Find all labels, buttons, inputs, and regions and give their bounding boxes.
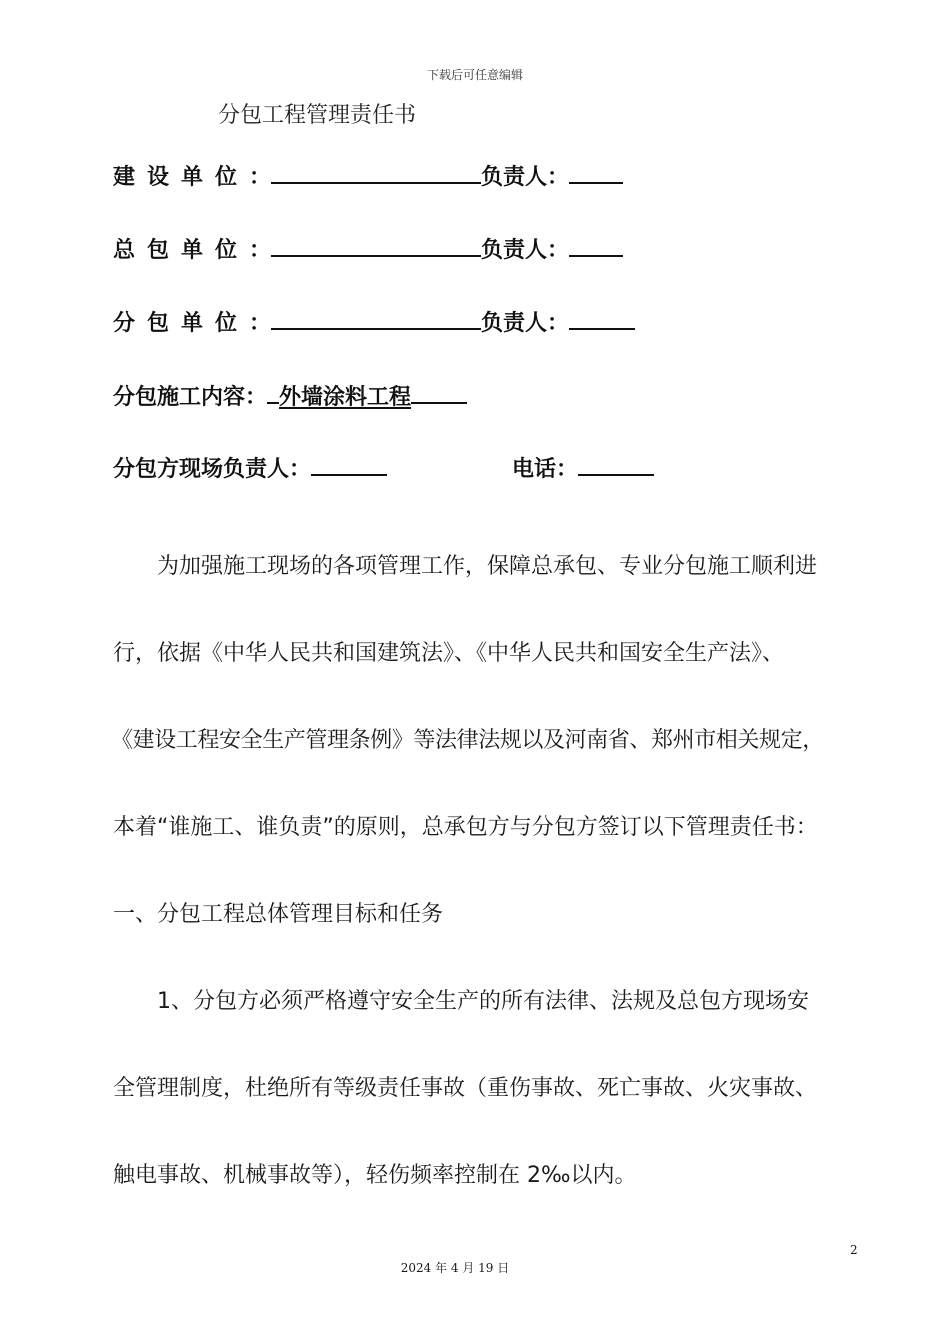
field-construction-unit	[113, 160, 623, 191]
document-title: 分包工程管理责任书	[218, 103, 417, 128]
field-phone	[512, 452, 654, 483]
subcontractor-label: 分包单位	[113, 311, 250, 336]
construction-unit-responsible-blank	[569, 160, 623, 184]
colon: ：	[556, 457, 579, 482]
footer-date: 2024 年 4 月 19 日	[400, 1261, 510, 1275]
phone-label: 电话	[512, 457, 557, 482]
site-manager-label: 分包方现场负责人	[113, 457, 290, 482]
construction-unit-label: 建设单位	[113, 165, 250, 190]
responsible-label: 负责人	[481, 311, 548, 336]
page-number: 2	[850, 1243, 858, 1257]
paragraph-line: 触电事故、机械事故等），轻伤频率控制在 2‰以内。	[113, 1163, 637, 1188]
content-lead-blank	[267, 380, 279, 404]
paragraph-line: 全管理制度，杜绝所有等级责任事故（重伤事故、死亡事故、火灾事故、	[113, 1076, 818, 1101]
colon: ：	[249, 165, 272, 190]
field-subcontractor	[113, 306, 635, 337]
responsible-label: 负责人	[481, 165, 548, 190]
phone-blank	[578, 452, 654, 476]
colon: ：	[289, 457, 312, 482]
general-contractor-label: 总包单位	[113, 238, 250, 263]
page-header-note: 下载后可任意编辑	[426, 68, 523, 82]
colon: ：	[249, 238, 272, 263]
colon: ：	[547, 238, 570, 263]
colon: ：	[547, 165, 570, 190]
content-label: 分包施工内容	[113, 385, 246, 410]
content-value: 外墙涂料工程	[279, 385, 412, 410]
subcontractor-blank	[271, 306, 481, 330]
general-contractor-responsible-blank	[569, 233, 623, 257]
paragraph-line: 本着“谁施工、谁负责”的原则，总承包方与分包方签订以下管理责任书：	[113, 815, 818, 840]
construction-unit-blank	[271, 160, 481, 184]
colon: ：	[249, 311, 272, 336]
colon: ：	[547, 311, 570, 336]
subcontractor-responsible-blank	[569, 306, 635, 330]
field-general-contractor	[113, 233, 623, 264]
section-heading: 一、分包工程总体管理目标和任务	[113, 902, 444, 927]
paragraph-line: 为加强施工现场的各项管理工作，保障总承包、专业分包施工顺利进	[157, 554, 818, 579]
paragraph-line: 行，依据《中华人民共和国建筑法》、《中华人民共和国安全生产法》、	[113, 641, 785, 666]
responsible-label: 负责人	[481, 238, 548, 263]
colon: ：	[245, 385, 268, 410]
field-subcontract-content	[113, 380, 467, 411]
general-contractor-blank	[271, 233, 481, 257]
site-manager-blank	[311, 452, 387, 476]
paragraph-line: 《建设工程安全生产管理条例》等法律法规以及河南省、郑州市相关规定，	[111, 728, 824, 753]
paragraph-line: 1、分包方必须严格遵守安全生产的所有法律、法规及总包方现场安	[157, 989, 809, 1014]
field-site-manager	[113, 452, 387, 483]
content-trail-blank	[411, 380, 467, 404]
